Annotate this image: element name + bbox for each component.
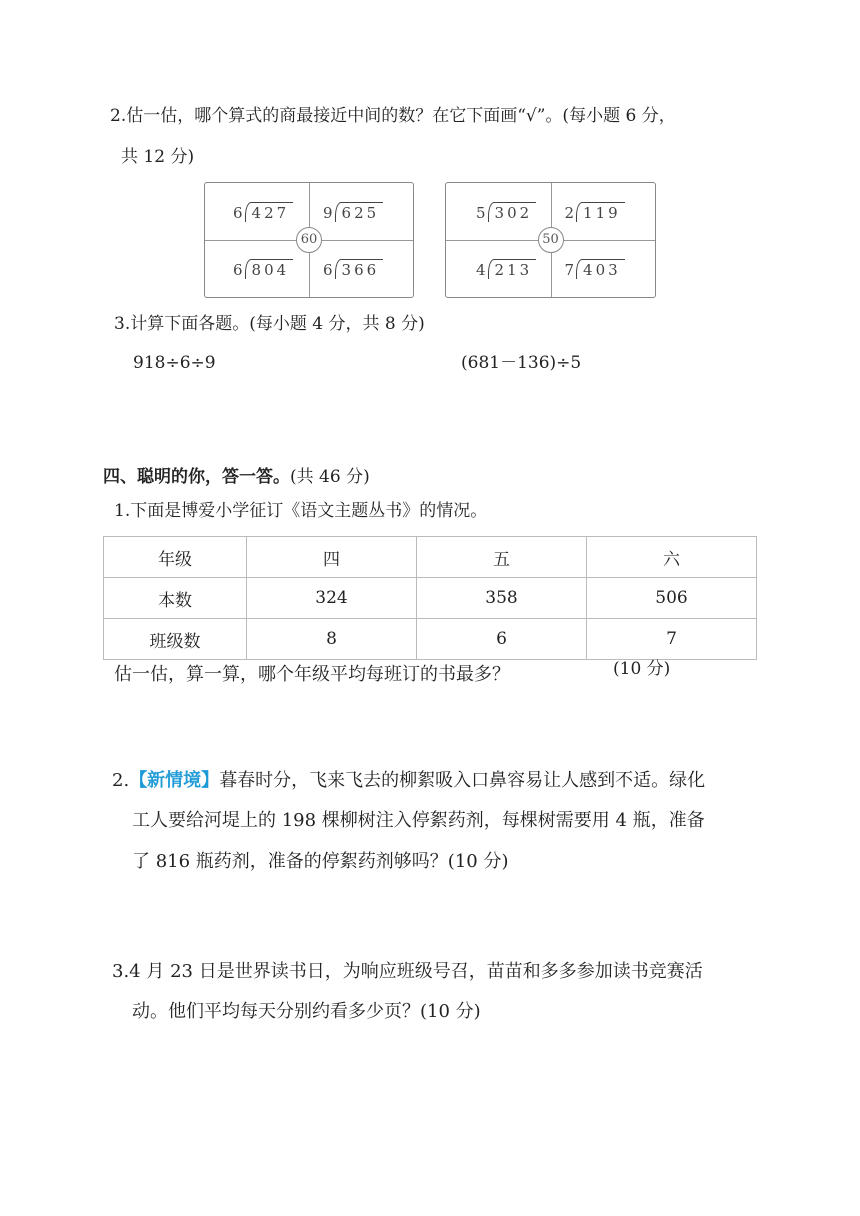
- estimate-box-60: [204, 182, 414, 298]
- division-2-119: 2 119: [565, 202, 625, 222]
- table-row: [104, 619, 757, 660]
- center-number-50: 50: [538, 227, 564, 253]
- p2-line1: 2.【新情境】暮春时分，飞来飞去的柳絮吸入口鼻容易让人感到不适。绿化: [112, 770, 706, 791]
- table-cell: 6: [417, 619, 587, 660]
- center-number-60: 60: [296, 227, 322, 253]
- p2-line2: 工人要给河堤上的 198 棵柳树注入停絮药剂，每棵树需要用 4 瓶，准备: [132, 810, 705, 831]
- p1-question: 估一估，算一算，哪个年级平均每班订的书最多？: [114, 664, 510, 685]
- table-cell: 324: [247, 578, 417, 619]
- p3-line2: 动。他们平均每天分别约看多少页？(10 分): [132, 1001, 481, 1022]
- q2-line1: 2.估一估，哪个算式的商最接近中间的数？在它下面画“√”。(每小题 6 分，: [110, 106, 676, 126]
- section4-heading: 四、聪明的你，答一答。: [103, 467, 290, 487]
- division-6-804: 6 804: [233, 259, 293, 279]
- table-row: [104, 537, 757, 578]
- q3-expression-1: 918÷6÷9: [133, 353, 216, 373]
- section4-points: (共 46 分): [290, 467, 370, 487]
- table-cell: 年级: [104, 537, 247, 578]
- table-cell: 506: [587, 578, 757, 619]
- table-cell: 358: [417, 578, 587, 619]
- table-cell: 五: [417, 537, 587, 578]
- table-cell: 四: [247, 537, 417, 578]
- q3-expression-2: (681－136)÷5: [461, 353, 582, 373]
- section4-header: [103, 462, 370, 487]
- q3-title: 3.计算下面各题。(每小题 4 分，共 8 分): [114, 314, 425, 334]
- table-cell: 7: [587, 619, 757, 660]
- p2-line3: 了 816 瓶药剂，准备的停絮药剂够吗？(10 分): [132, 851, 509, 872]
- p3-line1: 3.4 月 23 日是世界读书日，为响应班级号召，苗苗和多多参加读书竞赛活: [112, 961, 703, 982]
- division-6-366: 6 366: [323, 259, 383, 279]
- p1-title: 1.下面是博爱小学征订《语文主题丛书》的情况。: [114, 501, 488, 521]
- table-cell: 本数: [104, 578, 247, 619]
- division-4-213: 4 213: [476, 259, 536, 279]
- division-6-427: 6 427: [233, 202, 293, 222]
- division-9-625: 9 625: [323, 202, 383, 222]
- estimate-box-50: [445, 182, 656, 298]
- division-5-302: 5 302: [476, 202, 536, 222]
- table-cell: 班级数: [104, 619, 247, 660]
- table-cell: 8: [247, 619, 417, 660]
- table-row: [104, 578, 757, 619]
- q2-line2: 共 12 分): [121, 147, 195, 167]
- p1-score: (10 分): [613, 659, 671, 679]
- table-cell: 六: [587, 537, 757, 578]
- new-context-tag: 【新情境】: [129, 770, 220, 791]
- division-7-403: 7 403: [565, 259, 625, 279]
- subscription-table: [103, 536, 757, 660]
